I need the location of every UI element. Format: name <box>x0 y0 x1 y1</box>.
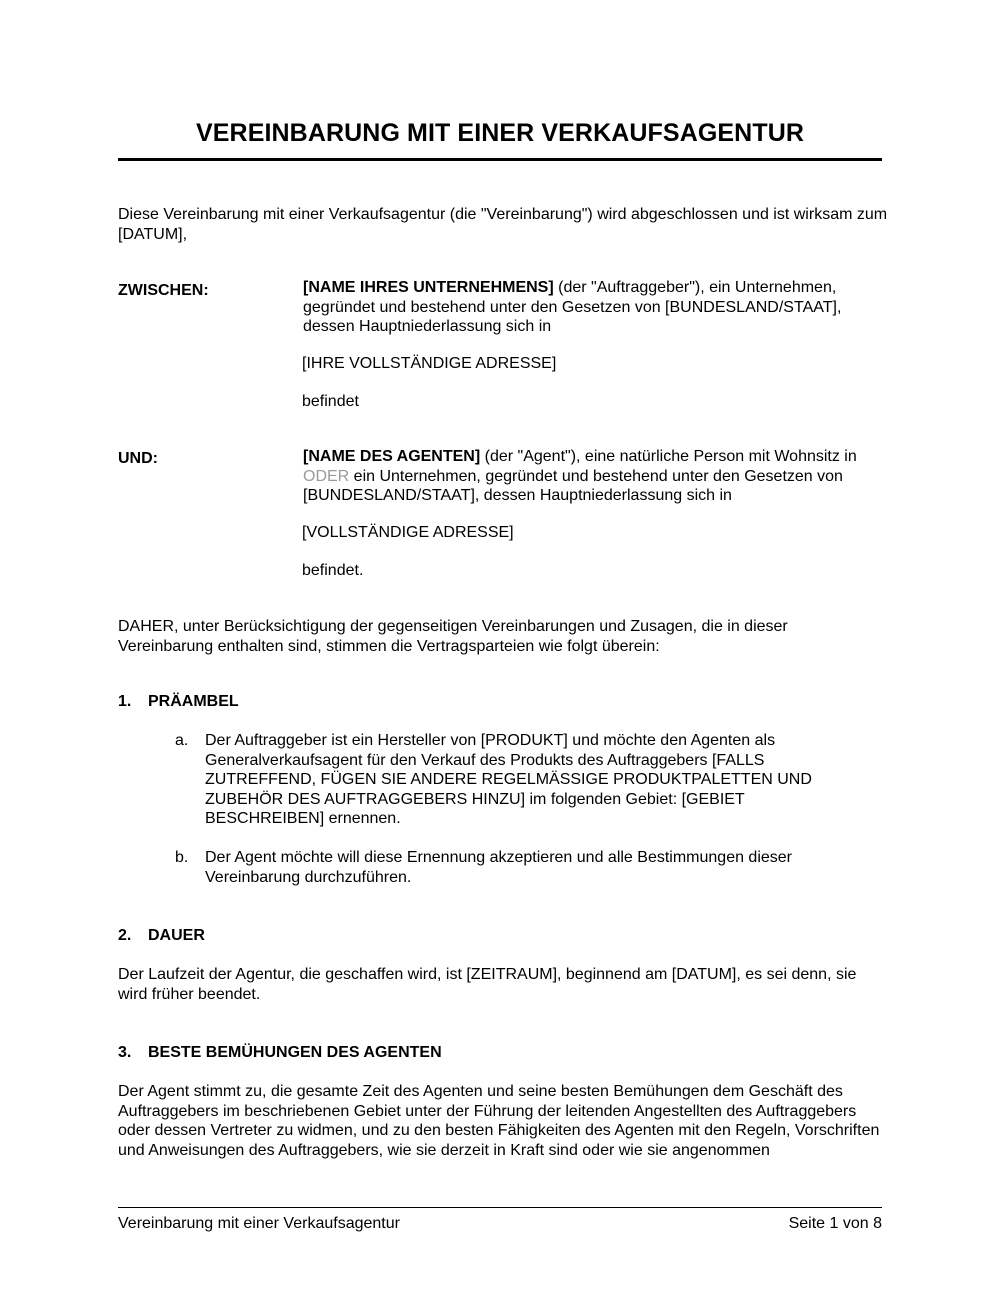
footer-divider <box>118 1207 882 1208</box>
section-3-heading <box>118 1043 442 1063</box>
party1-name: [NAME IHRES UNTERNEHMENS] <box>303 279 554 296</box>
party2-label: UND: <box>118 450 158 467</box>
party2-name: [NAME DES AGENTEN] <box>303 448 481 465</box>
section-number: 3. <box>118 1044 132 1061</box>
section-number: 1. <box>118 693 132 710</box>
party1-closing: befindet <box>302 393 359 410</box>
list-item-text: Der Auftraggeber ist ein Hersteller von [PRODUKT] und möchte den Agenten als Generalverkaufsagent für den Verkauf des Produkts des Auftraggebers [FALLS ZUTREFFEND, FÜGEN SIE ANDERE REGELMÄSSIGE PRODUKTPALETTEN UND ZUBEHÖR DES AUFTRAGGEBERS HINZU] im folgenden Gebiet: [GEBIET BESCHREIBEN] ernennen. <box>205 732 812 827</box>
section-title: BESTE BEMÜHUNGEN DES AGENTEN <box>148 1044 442 1061</box>
party1-label: ZWISCHEN: <box>118 282 209 299</box>
section-2-body: Der Laufzeit der Agentur, die geschaffen wird, ist [ZEITRAUM], beginnend am [DATUM], es sei denn, sie wird früher beendet. <box>118 966 857 1003</box>
party2-address: [VOLLSTÄNDIGE ADRESSE] <box>302 524 514 541</box>
title-divider <box>118 158 882 161</box>
party1-text: (der "Auftraggeber"), ein Unternehmen, gegründet und bestehend unter den Gesetzen von [BUNDESLAND/STAAT], dessen Hauptniederlassung sich in <box>303 279 842 335</box>
party2-oder-option: ODER <box>303 467 350 485</box>
section-1-heading <box>118 692 239 712</box>
section-3-body: Der Agent stimmt zu, die gesamte Zeit des Agenten und seine besten Bemühungen dem Geschäft des Auftraggebers im beschriebenen Gebiet unter der Führung der leitenden Angestellten des Auftraggebers oder dessen Vertreter zu widmen, und zu den besten Fähigkeiten des Agenten mit den Regeln, Vorschriften und Anweisungen des Auftraggebers, wie sie derzeit in Kraft sind oder wie sie angenommen <box>118 1083 880 1159</box>
list-item-letter: b. <box>175 849 189 866</box>
party2-text-a: (der "Agent"), eine natürliche Person mit Wohnsitz in <box>480 448 857 465</box>
list-item-text: Der Agent möchte will diese Ernennung akzeptieren und alle Bestimmungen dieser Vereinbarung durchzuführen. <box>205 849 793 886</box>
section-title: PRÄAMBEL <box>148 693 239 710</box>
footer-page-number: Seite 1 von 8 <box>788 1215 882 1232</box>
document-title: VEREINBARUNG MIT EINER VERKAUFSAGENTUR <box>196 119 804 147</box>
party2-closing: befindet. <box>302 562 364 579</box>
section-number: 2. <box>118 927 132 944</box>
party1-description <box>303 278 878 337</box>
list-item-letter: a. <box>175 732 189 749</box>
whereas-paragraph: DAHER, unter Berücksichtigung der gegenseitigen Vereinbarungen und Zusagen, die in dieser Vereinbarung enthalten sind, stimmen die Vertragsparteien wie folgt überein: <box>118 618 788 655</box>
party2-text-b: ein Unternehmen, gegründet und bestehend unter den Gesetzen von [BUNDESLAND/STAAT], dessen Hauptniederlassung sich in <box>303 467 843 504</box>
section-title: DAUER <box>148 927 205 944</box>
section-2-heading <box>118 926 205 946</box>
party2-description <box>303 447 878 506</box>
footer-document-name: Vereinbarung mit einer Verkaufsagentur <box>118 1215 400 1232</box>
intro-paragraph: Diese Vereinbarung mit einer Verkaufsagentur (die "Vereinbarung") wird abgeschlossen und ist wirksam zum [DATUM], <box>118 206 888 243</box>
party1-address: [IHRE VOLLSTÄNDIGE ADRESSE] <box>302 355 557 372</box>
